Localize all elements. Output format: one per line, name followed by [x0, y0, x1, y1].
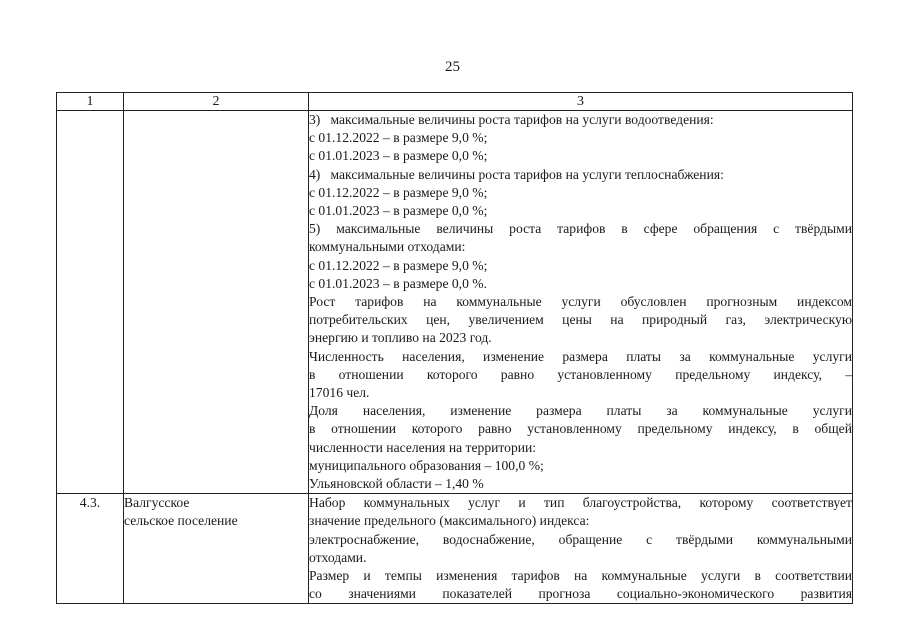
text-line: с 01.12.2022 – в размере 9,0 %;: [309, 257, 488, 273]
text-line: 3) максимальные величины роста тарифов на услуги водоотведения:: [309, 112, 714, 127]
text-line: Рост тарифов на коммунальные услуги обусловлен прогнозным индексом: [309, 294, 852, 310]
text-line: Доля населения, изменение размера платы за коммунальные услуги: [309, 403, 852, 419]
settlement-name-line: сельское поселение: [124, 513, 238, 529]
row-number-cell: [57, 111, 124, 494]
text-line: коммунальными отходами:: [309, 239, 466, 255]
text-line: численности населения на территории:: [309, 439, 537, 455]
text-line: с 01.12.2022 – в размере 9,0 %;: [309, 184, 488, 200]
settlement-name-cell: [124, 494, 309, 604]
text-line: с 01.01.2023 – в размере 0,0 %;: [309, 203, 488, 219]
table-row: [57, 494, 853, 604]
table-row: [57, 111, 853, 494]
tariff-table: [56, 92, 853, 604]
text-line: с 01.01.2023 – в размере 0,0 %;: [309, 148, 488, 164]
text-line: 17016 чел.: [309, 385, 370, 401]
text-line: электроснабжение, водоснабжение, обращение с твёрдыми коммунальными: [309, 531, 852, 547]
description-cell: [309, 494, 853, 604]
description-cell: [309, 111, 853, 494]
page-number: 25: [445, 59, 460, 75]
text-line: Численность населения, изменение размера платы за коммунальные услуги: [309, 348, 852, 364]
text-line: Набор коммунальных услуг и тип благоустройства, которому соответствует: [309, 495, 852, 511]
table-header-row: [57, 93, 853, 111]
text-line: Ульяновской области – 1,40 %: [309, 476, 484, 492]
text-line: с 01.12.2022 – в размере 9,0 %;: [309, 130, 488, 146]
column-header: 2: [124, 93, 309, 111]
text-line: 4) максимальные величины роста тарифов на услуги теплоснабжения:: [309, 166, 724, 182]
text-line: энергию и топливо на 2023 год.: [309, 330, 492, 346]
text-line: с 01.01.2023 – в размере 0,0 %.: [309, 275, 487, 291]
text-line: потребительских цен, увеличением цены на природный газ, электрическую: [309, 312, 852, 328]
column-header: 1: [57, 93, 124, 111]
text-line: значение предельного (максимального) индекса:: [309, 513, 590, 529]
row-number-cell: 4.3.: [57, 494, 124, 604]
text-line: отходами.: [309, 549, 367, 565]
text-line: в отношении которого равно установленному предельному индексу, –: [309, 366, 852, 382]
text-line: в отношении которого равно установленному предельному индексу, в общей: [309, 421, 852, 437]
column-header: 3: [309, 93, 853, 111]
text-line: Размер и темпы изменения тарифов на коммунальные услуги в соответствии: [309, 568, 852, 584]
text-line: со значениями показателей прогноза социально-экономического развития: [309, 586, 852, 602]
text-line: муниципального образования – 100,0 %;: [309, 457, 544, 473]
settlement-name-cell: [124, 111, 309, 494]
settlement-name-line: Валгусское: [124, 495, 190, 511]
text-line: 5) максимальные величины роста тарифов в сфере обращения с твёрдыми: [309, 221, 852, 237]
